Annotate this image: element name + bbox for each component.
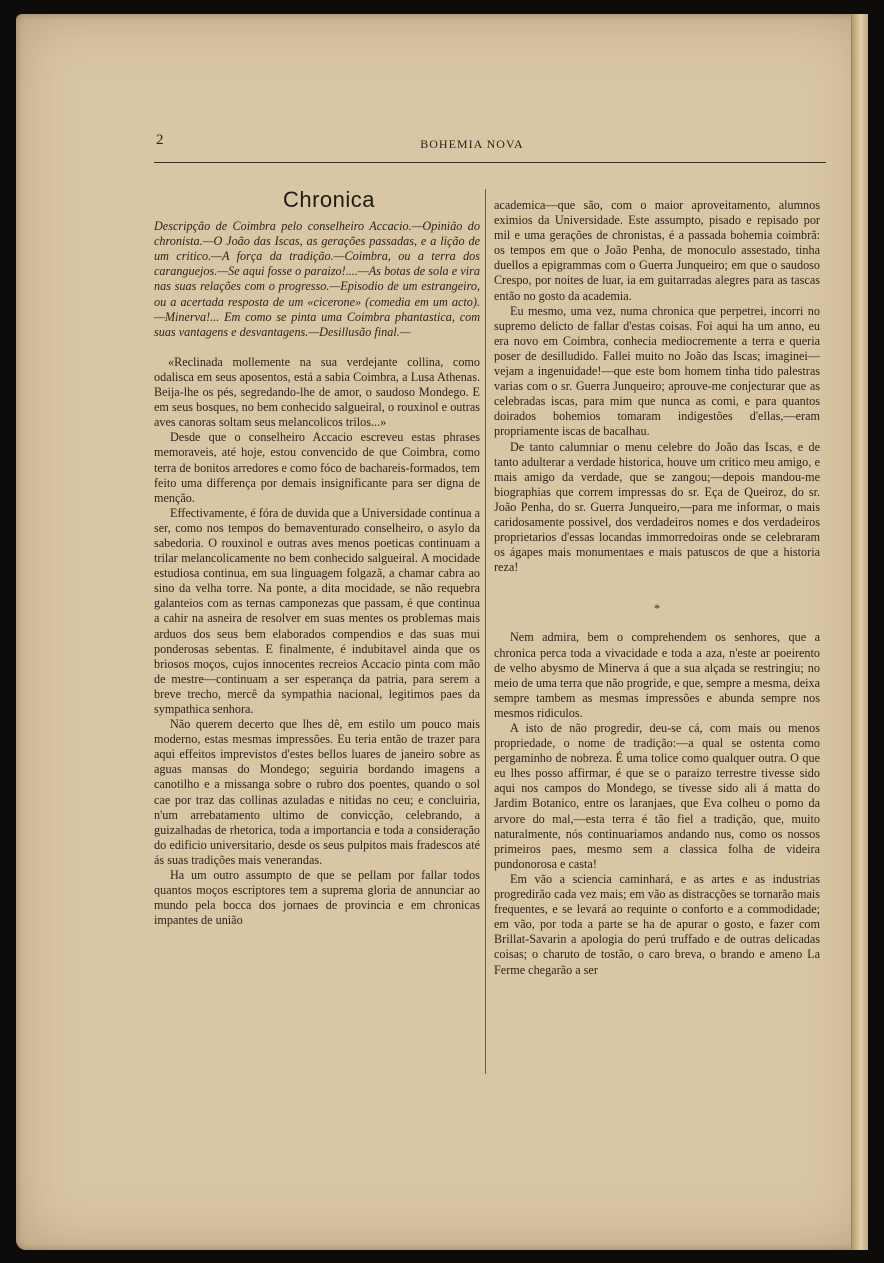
binding-spine	[851, 14, 868, 1250]
newspaper-page	[16, 14, 868, 1250]
running-title: BOHEMIA NOVA	[420, 137, 524, 151]
column-divider	[485, 189, 486, 1074]
paragraph: Ha um outro assumpto de que se pellam por fallar todos quantos moços escriptores tem a suprema gloria de annunciar ao mundo pela bocca dos jornaes de provincia e em chronicas impantes de união	[154, 868, 480, 928]
paragraph: Desde que o conselheiro Accacio escreveu estas phrases memoraveis, até hoje, estou convencido de que Coimbra, como terra de bonitos arredores e como fóco de bachareis-formados, tem feito uma differença por demais insignificante para ser digna de menção.	[154, 430, 480, 505]
paragraph: Em vão a sciencia caminhará, e as artes e as industrias progredirão cada vez mais; em vão as distracções se tornarão mais frequentes, e se levará ao requinte o conforto e a commodidade; em vão, por toda a parte se ha de apurar o gosto, e fazer com Brillat-Savarin a apologia do perú truffado e de outras delicadas coisas; o charuto de tostão, o caro breva, o brando e ameno La Ferme chegarão a ser	[494, 871, 820, 977]
article-summary: Descripção de Coimbra pelo conselheiro Accacio.—Opinião do chronista.—O João das Iscas, as gerações passadas, e a lição de um critico.—A força da tradição.—Coimbra, ou a terra dos caranguejos.—Se aqui fosse o paraizo!....—As botas de sola e vira nas suas relações com o progresso.—Episodio de um estrangeiro, ou a acertada resposta de um «cicerone» (comedia em um acto).—Minerva!... Em como se pinta uma Coimbra phantastica, com suas vantagens e desvantagens.—Desillusão final.—	[154, 219, 480, 339]
section-separator: *	[654, 601, 660, 616]
paragraph: academica—que são, com o maior aproveitamento, alumnos eximios da Universidade. Este assumpto, pisado e repisado por mil e uma gerações de chronistas, é a passada bohemia coimbrã: os tempos em que o João Penha, de monoculo assestado, tinha duellos a epigrammas com o Guerra Junqueiro; em que o saudoso Crespo, por noites de luar, ia em guitarradas alegres para as tascas então no gosto da academia.	[494, 198, 820, 303]
paragraph: De tanto calumniar o menu celebre do João das Iscas, e de tanto adulterar a verdade historica, houve um critico meu amigo, e mais amigo da verdade, que se zangou;—depois mandou-me biographias que correm impressas do sr. Eça de Queiroz, do sr. João Penha, do sr. Guerra Junqueiro,—para me informar, o mais caridosamente possivel, dos verdadeiros nomes e dos verdadeiros proprietarios d'essas locandas immorredoiras onde se celebraram os ágapes mais monumentaes e mais patuscos de que a historia reza!	[494, 439, 820, 575]
right-column	[494, 198, 820, 978]
paragraph: A isto de não progredir, deu-se cá, com mais ou menos propriedade, o nome de tradição:—a qual se ostenta como pergaminho de nobreza. É uma tolice como qualquer outra. O que eu lhes posso affirmar, é que se o paraizo terrestre tivesse sido aqui nos campos do Mondego, se tivesse sido ali á matta do Jardim Botanico, entre os laranjaes, que Eva colheu o pomo da arvore do mal,—esta terra é tão fiel a tradição, que, muito naturalmente, nós continuariamos andando nus, como os nossos primeiros paes, mesmo sem a classica folha de videira pundonorosa e casta!	[494, 721, 820, 871]
paragraph: Effectivamente, é fóra de duvida que a Universidade continua a ser, como nos tempos do bemaventurado conselheiro, o asylo da sabedoria. O rouxinol e outras aves menos poeticas continuam a trilar melancolicamente no bem conhecido salgueiral. A mocidade estudiosa continua, em sua linguagem folgazã, a chamar cabra ao sino da velha torre. Na ponte, a dita mocidade, se não requebra galanteios com as ternas camponezas que passam, é que continua a cahir na asneira de resolver em suas mentes os problemas mais arduos dos seus bem elaborados compendios e das suas mui ponderosas sebentas. E finalmente, é indubitavel ainda que os briosos moços, cujos innocentes recreios Accacio pinta com mão de mestre—continuam a ser esperança da patria, para serem a breve trecho, mercê da sympathia nacional, legitimos paes da sympathica senhora.	[154, 505, 480, 716]
paragraph: Eu mesmo, uma vez, numa chronica que perpetrei, incorri no supremo delicto de fallar d'estas coisas. Foi aqui ha um anno, eu era novo em Coimbra, conhecia mediocremente a terra e queria poser de desilludido. Fallei muito no João das Iscas; imaginei—vejam a ingenuidade!—que este bom homem tinha tido palestras varias com o sr. Guerra Junqueiro; aprouve-me conjecturar que as celebradas iscas, para mim que nunca as comi, e para quantos doirados bohemios tomaram indigestões d'ellas,—eram propriamente iscas de bacalhau.	[494, 303, 820, 439]
paragraph: Não querem decerto que lhes dê, em estilo um pouco mais moderno, estas mesmas impressões. Eu teria então de trazer para aqui effeitos imprevistos d'estes bellos luares de janeiro sobre as aguas mansas do Mondego; seguiria bordando imagens a canotilho e a missanga sobre o rubro dos poentes, quando o sol cae por traz das collinas azuladas e nitidas no ceu; e concluiria, n'um arrebatamento ultimo de convicção, celebrando, a guizalhadas de rhetorica, toda a importancia e toda a consideração do edificio universitario, desde os seus pulpitos mais fradescos até ás suas tradições mais venerandas.	[154, 717, 480, 867]
left-column	[154, 187, 480, 928]
page-number: 2	[156, 132, 164, 148]
paragraph: Nem admira, bem o comprehendem os senhores, que a chronica perca toda a vivacidade e toda a aza, n'este ar poeirento de velho abysmo de Minerva á que a sua alçada se restringiu; no meio de uma terra que não progride, e que, sempre a mesma, deixa sempre tambem as mesmas impressões e abunda sempre nos mesmos ridiculos.	[494, 630, 820, 720]
header-rule	[154, 162, 826, 163]
paragraph: «Reclinada mollemente na sua verdejante collina, como odalisca em seus aposentos, está a sabia Coimbra, a Lusa Athenas. Beija-lhe os pés, segredando-lhe de amor, o saudoso Mondego. E em seus bosques, no bem conhecido salgueiral, o rouxinol e outras aves canoras soltam seus melancolicos trilos...»	[154, 354, 480, 430]
article-title: Chronica	[282, 187, 376, 212]
